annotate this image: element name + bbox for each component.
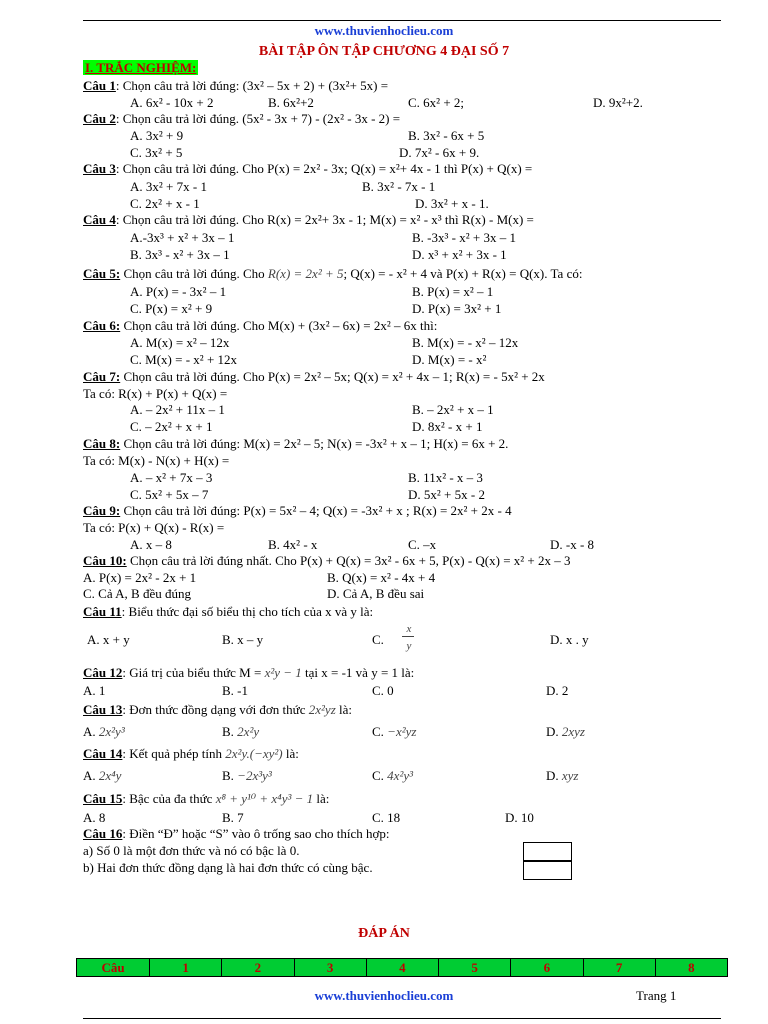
q10-option-d: D. Cả A, B đều sai [327, 586, 425, 601]
answer-cell: 2 [222, 959, 294, 977]
q11-option-b: B. x – y [222, 632, 264, 647]
q9-option-d: D. -x - 8 [550, 537, 595, 552]
section-heading: I. TRẮC NGHIỆM: [85, 60, 197, 75]
q6-option-b: B. M(x) = - x² – 12x [412, 335, 519, 350]
footer-site-link[interactable]: www.thuvienhoclieu.com [314, 988, 454, 1003]
q12-option-a: A. 1 [83, 683, 106, 698]
q5-option-a: A. P(x) = - 3x² – 1 [130, 284, 227, 299]
q3-option-c: C. 2x² + x - 1 [130, 196, 200, 211]
q13-option-b: B. 2x²y [222, 724, 260, 739]
question-16: Câu 16: Điền “Đ” hoặc “S” vào ô trống sao cho thích hợp: [83, 826, 390, 841]
q4-option-d: D. x³ + x² + 3x - 1 [412, 247, 507, 262]
q5-option-d: D. P(x) = 3x² + 1 [412, 301, 502, 316]
question-10: Câu 10: Chọn câu trả lời đúng nhất. Cho P(x) + Q(x) = 3x² - 6x + 5, P(x) - Q(x) = x² + 2x – 3 [83, 553, 571, 568]
q12-option-b: B. -1 [222, 683, 248, 698]
q15-option-d: D. 10 [505, 810, 534, 825]
q6-option-c: C. M(x) = - x² + 12x [130, 352, 238, 367]
q14-option-c: C. 4x²y³ [372, 768, 414, 783]
table-row [77, 959, 728, 977]
q15-option-a: A. 8 [83, 810, 106, 825]
q1-option-c: C. 6x² + 2; [408, 95, 465, 110]
q11-option-c: C. [372, 632, 384, 647]
answer-cell: 5 [439, 959, 511, 977]
answer-cell: 7 [583, 959, 655, 977]
q10-option-c: C. Cả A, B đều đúng [83, 586, 191, 601]
answer-cell: 4 [366, 959, 438, 977]
answer-cell: 6 [511, 959, 583, 977]
question-6: Câu 6: Chọn câu trả lời đúng. Cho M(x) + (3x² – 6x) = 2x² – 6x thì: [83, 318, 438, 333]
q8-option-d: D. 5x² + 5x - 2 [408, 487, 485, 502]
q10-option-a: A. P(x) = 2x² - 2x + 1 [83, 570, 197, 585]
answer-table [76, 958, 728, 977]
q7-option-b: B. – 2x² + x – 1 [412, 402, 494, 417]
question-11: Câu 11: Biểu thức đại số biểu thị cho tích của x và y là: [83, 604, 374, 619]
page-number: Trang 1 [636, 988, 677, 1003]
q1-option-a: A. 6x² - 10x + 2 [130, 95, 214, 110]
page-title: BÀI TẬP ÔN TẬP CHƯƠNG 4 ĐẠI SỐ 7 [258, 44, 510, 59]
q1-option-b: B. 6x²+2 [268, 95, 314, 110]
q9-option-b: B. 4x² - x [268, 537, 318, 552]
answer-cell-header: Câu [77, 959, 150, 977]
question-14: Câu 14: Kết quả phép tính 2x²y.(−xy²) là: [83, 746, 299, 761]
q14-option-d: D. xyz [546, 768, 579, 783]
answer-cell: 8 [655, 959, 727, 977]
question-3: Câu 3: Chọn câu trả lời đúng. Cho P(x) = 2x² - 3x; Q(x) = x²+ 4x - 1 thì P(x) + Q(x) = [83, 161, 533, 176]
q7-option-d: D. 8x² - x + 1 [412, 419, 483, 434]
q15-option-c: C. 18 [372, 810, 401, 825]
q13-option-d: D. 2xyz [546, 724, 585, 739]
question-8: Câu 8: Chọn câu trả lời đúng: M(x) = 2x² – 5; N(x) = -3x² + x – 1; H(x) = 6x + 2. [83, 436, 509, 451]
q14-option-a: A. 2x⁴y [83, 768, 122, 783]
q9-option-c: C. –x [408, 537, 437, 552]
question-4: Câu 4: Chọn câu trả lời đúng. Cho R(x) = 2x²+ 3x - 1; M(x) = x² - x³ thì R(x) - M(x) = [83, 212, 534, 227]
question-9: Câu 9: Chọn câu trả lời đúng: P(x) = 5x² – 4; Q(x) = -3x² + x ; R(x) = 2x² + 2x - 4 [83, 503, 512, 518]
question-7: Câu 7: Chọn câu trả lời đúng. Cho P(x) = 2x² – 5x; Q(x) = x² + 4x – 1; R(x) = - 5x² + 2x [83, 369, 545, 384]
q7-option-a: A. – 2x² + 11x – 1 [130, 402, 225, 417]
q11-c-denominator: y [406, 640, 412, 652]
q12-option-d: D. 2 [546, 683, 569, 698]
q4-option-b: B. -3x³ - x² + 3x – 1 [412, 230, 516, 245]
q4-option-a: A.-3x³ + x² + 3x – 1 [130, 230, 235, 245]
bottom-rule [83, 1018, 721, 1019]
q16-answer-box-a[interactable] [523, 842, 572, 861]
question-12: Câu 12: Giá trị của biểu thức M = x²y − 1 tại x = -1 và y = 1 là: [83, 665, 415, 680]
top-rule [83, 20, 721, 21]
q2-option-a: A. 3x² + 9 [130, 128, 184, 143]
q16-answer-box-b[interactable] [523, 861, 572, 880]
question-5: Câu 5: Chọn câu trả lời đúng. Cho R(x) = 2x² + 5; Q(x) = - x² + 4 và P(x) + R(x) = Q(x). Ta có: [83, 266, 583, 281]
answer-cell: 3 [294, 959, 366, 977]
q9-option-a: A. x – 8 [130, 537, 172, 552]
q2-option-c: C. 3x² + 5 [130, 145, 183, 160]
q11-option-a: A. x + y [87, 632, 130, 647]
q7-option-c: C. – 2x² + x + 1 [130, 419, 213, 434]
q14-option-b: B. −2x³y³ [222, 768, 272, 783]
q13-option-a: A. 2x²y³ [83, 724, 125, 739]
q11-option-d: D. x . y [550, 632, 589, 647]
question-1: Câu 1: Chọn câu trả lời đúng: (3x² – 5x + 2) + (3x²+ 5x) = [83, 78, 389, 93]
question-7-line-2: Ta có: R(x) + P(x) + Q(x) = [83, 386, 228, 401]
q5-option-b: B. P(x) = x² – 1 [412, 284, 494, 299]
q11-c-numerator: x [406, 623, 412, 635]
q8-option-a: A. – x² + 7x – 3 [130, 470, 213, 485]
q5-option-c: C. P(x) = x² + 9 [130, 301, 213, 316]
q8-option-b: B. 11x² - x – 3 [408, 470, 483, 485]
fraction-bar [402, 636, 414, 637]
answer-heading: ĐÁP ÁN [358, 926, 410, 941]
q2-option-d: D. 7x² - 6x + 9. [399, 145, 480, 160]
q6-option-d: D. M(x) = - x² [412, 352, 487, 367]
question-15: Câu 15: Bậc của đa thức x⁸ + y¹⁰ + x⁴y³ − 1 là: [83, 791, 330, 806]
question-8-line-2: Ta có: M(x) - N(x) + H(x) = [83, 453, 230, 468]
q3-option-b: B. 3x² - 7x - 1 [362, 179, 436, 194]
q8-option-c: C. 5x² + 5x – 7 [130, 487, 209, 502]
header-site-link[interactable]: www.thuvienhoclieu.com [314, 23, 454, 38]
q16-statement-a: a) Số 0 là một đơn thức và nó có bậc là 0. [83, 843, 300, 858]
question-2: Câu 2: Chọn câu trả lời đúng. (5x² - 3x + 7) - (2x² - 3x - 2) = [83, 111, 401, 126]
q3-option-d: D. 3x² + x - 1. [415, 196, 489, 211]
q15-option-b: B. 7 [222, 810, 244, 825]
q3-option-a: A. 3x² + 7x - 1 [130, 179, 207, 194]
q2-option-b: B. 3x² - 6x + 5 [408, 128, 485, 143]
q13-option-c: C. −x²yz [372, 724, 417, 739]
question-9-line-2: Ta có: P(x) + Q(x) - R(x) = [83, 520, 225, 535]
answer-cell: 1 [150, 959, 222, 977]
q1-option-d: D. 9x²+2. [593, 95, 643, 110]
q10-option-b: B. Q(x) = x² - 4x + 4 [327, 570, 436, 585]
q6-option-a: A. M(x) = x² – 12x [130, 335, 230, 350]
question-13: Câu 13: Đơn thức đồng dạng với đơn thức 2x²yz là: [83, 702, 352, 717]
q16-statement-b: b) Hai đơn thức đồng dạng là hai đơn thức có cùng bậc. [83, 860, 373, 875]
q4-option-c: B. 3x³ - x² + 3x – 1 [130, 247, 230, 262]
q12-option-c: C. 0 [372, 683, 394, 698]
